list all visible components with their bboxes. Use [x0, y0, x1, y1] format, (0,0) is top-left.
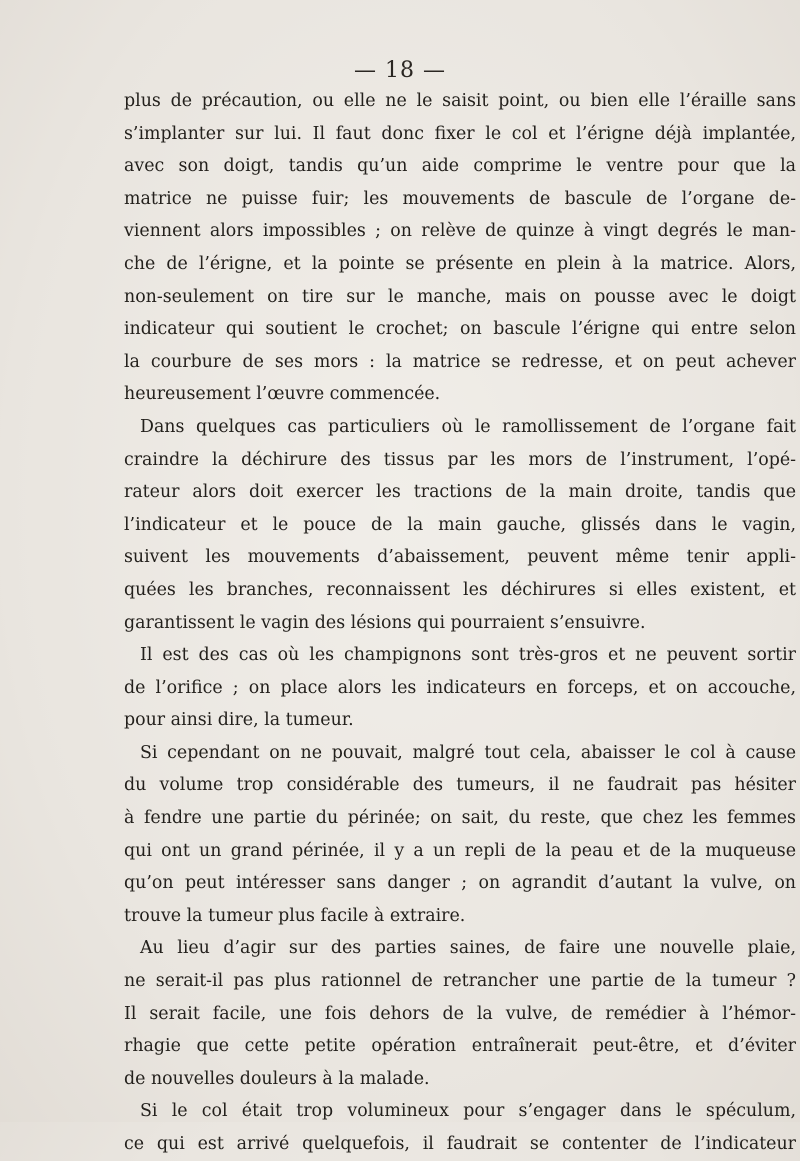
text-line: non-seulement on tire sur le manche, mais on pousse avec le doigt — [124, 286, 796, 307]
body-text — [124, 85, 796, 1161]
text-line: avec son doigt, tandis qu’un aide comprime le ventre pour que la — [124, 156, 796, 177]
text-line: s’implanter sur lui. Il faut donc fixer le col et l’érigne déjà implantée, — [124, 123, 796, 144]
text-line: heureusement l’œuvre commencée. — [124, 384, 441, 405]
text-line: quées les branches, reconnaissent les déchirures si elles existent, et — [124, 579, 796, 600]
text-line: indicateur qui soutient le crochet; on bascule l’érigne qui entre selon — [124, 319, 796, 340]
text-line: Dans quelques cas particuliers où le ramollissement de l’organe fait — [140, 416, 796, 437]
text-line: la courbure de ses mors : la matrice se redresse, et on peut achever — [124, 351, 796, 372]
text-line: Si le col était trop volumineux pour s’engager dans le spéculum, — [140, 1101, 796, 1122]
text-line: du volume trop considérable des tumeurs, il ne faudrait pas hésiter — [124, 775, 796, 796]
text-line: suivent les mouvements d’abaissement, peuvent même tenir appli- — [124, 547, 796, 568]
text-line: de nouvelles douleurs à la malade. — [124, 1068, 430, 1089]
text-line: matrice ne puisse fuir; les mouvements de bascule de l’organe de- — [124, 188, 796, 209]
text-line: qui ont un grand périnée, il y a un repli de la peau et de la muqueuse — [124, 840, 796, 861]
text-line: l’indicateur et le pouce de la main gauche, glissés dans le vagin, — [124, 514, 796, 535]
text-line: trouve la tumeur plus facile à extraire. — [124, 905, 466, 926]
text-line: à fendre une partie du périnée; on sait, du reste, que chez les femmes — [124, 808, 796, 829]
text-line: Il serait facile, une fois dehors de la vulve, de remédier à l’hémor- — [124, 1003, 796, 1024]
text-line: de l’orifice ; on place alors les indicateurs en forceps, et on accouche, — [124, 677, 796, 698]
text-line: rateur alors doit exercer les tractions de la main droite, tandis que — [124, 482, 796, 503]
text-line: che de l’érigne, et la pointe se présente en plein à la matrice. Alors, — [124, 253, 796, 274]
text-line: Il est des cas où les champignons sont très-gros et ne peuvent sortir — [140, 645, 796, 666]
text-line: garantissent le vagin des lésions qui pourraient s’ensuivre. — [124, 612, 646, 633]
text-line: craindre la déchirure des tissus par les mors de l’instrument, l’opé- — [124, 449, 796, 470]
text-line: ce qui est arrivé quelquefois, il faudrait se contenter de l’indicateur — [124, 1134, 796, 1154]
text-line: viennent alors impossibles ; on relève de quinze à vingt degrés le man- — [124, 221, 796, 242]
text-line: rhagie que cette petite opération entraînerait peut-être, et d’éviter — [124, 1036, 796, 1057]
text-line: ne serait-il pas plus rationnel de retrancher une partie de la tumeur ? — [124, 971, 796, 992]
page-number: — 18 — — [354, 58, 446, 83]
text-line: plus de précaution, ou elle ne le saisit point, ou bien elle l’éraille sans — [124, 91, 796, 111]
text-line: qu’on peut intéresser sans danger ; on agrandit d’autant la vulve, on — [124, 873, 796, 894]
text-line: Si cependant on ne pouvait, malgré tout cela, abaisser le col à cause — [140, 742, 796, 763]
text-line: Au lieu d’agir sur des parties saines, de faire une nouvelle plaie, — [140, 938, 796, 959]
text-line: pour ainsi dire, la tumeur. — [124, 710, 354, 731]
